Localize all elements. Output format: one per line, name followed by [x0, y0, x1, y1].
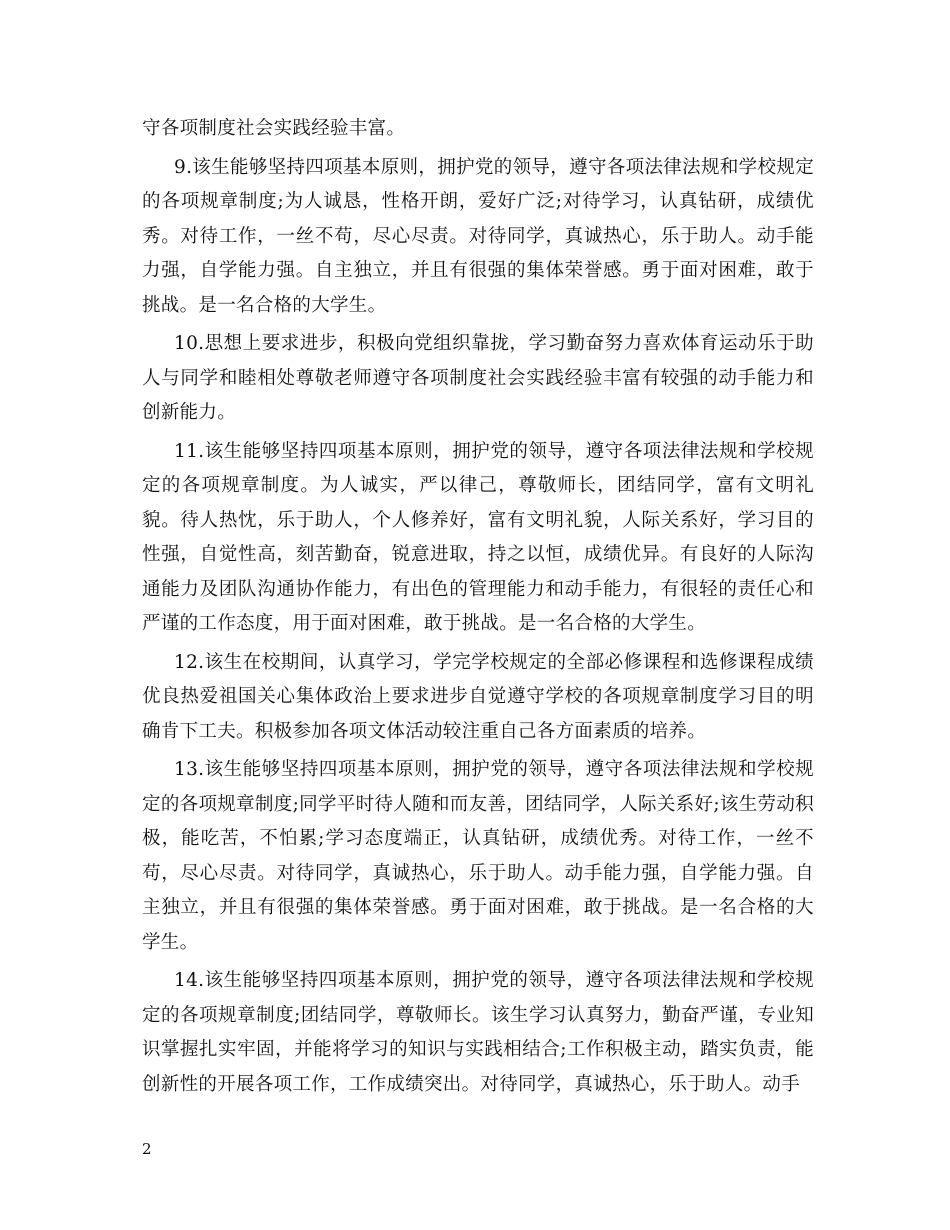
paragraph-item-11: 11.该生能够坚持四项基本原则，拥护党的领导，遵守各项法律法规和学校规定的各项规章制度。为人诚实，严以律己，尊敬师长，团结同学，富有文明礼貌。待人热忱，乐于助人，个人修养好，富有文明礼貌，人际关系好，学习目的性强，自觉性高，刻苦勤奋，锐意进取，持之以恒，成绩优异。有良好的人际沟通能力及团队沟通协作能力，有出色的管理能力和动手能力，有很轻的责任心和严谨的工作态度，用于面对困难，敢于挑战。是一名合格的大学生。: [142, 440, 814, 634]
paragraph-item-13: 13.该生能够坚持四项基本原则，拥护党的领导，遵守各项法律法规和学校规定的各项规章制度;同学平时待人随和而友善，团结同学，人际关系好;该生劳动积极，能吃苦，不怕累;学习态度端正，认真钻研，成绩优秀。对待工作，一丝不苟，尽心尽责。对待同学，真诚热心，乐于助人。动手能力强，自学能力强。自主独立，并且有很强的集体荣誉感。勇于面对困难，敢于挑战。是一名合格的大学生。: [142, 759, 814, 953]
paragraph-item-9: 9.该生能够坚持四项基本原则，拥护党的领导，遵守各项法律法规和学校规定的各项规章制度;为人诚恳，性格开朗，爱好广泛;对待学习，认真钻研，成绩优秀。对待工作，一丝不苟，尽心尽责。对待同学，真诚热心，乐于助人。动手能力强，自学能力强。自主独立，并且有很强的集体荣誉感。勇于面对困难，敢于挑战。是一名合格的大学生。: [142, 156, 814, 316]
page-number: 2: [142, 1140, 152, 1158]
paragraph-continuation: 守各项制度社会实践经验丰富。: [142, 118, 406, 139]
paragraph-item-10: 10.思想上要求进步，积极向党组织靠拢，学习勤奋努力喜欢体育运动乐于助人与同学和睦相处尊敬老师遵守各项制度社会实践经验丰富有较强的动手能力和创新能力。: [142, 333, 814, 423]
document-body: [142, 112, 814, 1102]
paragraph-item-14: 14.该生能够坚持四项基本原则，拥护党的领导，遵守各项法律法规和学校规定的各项规章制度;团结同学，尊敬师长。该生学习认真努力，勤奋严谨，专业知识掌握扎实牢固，并能将学习的知识与实践相结合;工作积极主动，踏实负责，能创新性的开展各项工作，工作成绩突出。对待同学，真诚热心，乐于助人。动手: [142, 970, 814, 1095]
paragraph-item-12: 12.该生在校期间，认真学习，学完学校规定的全部必修课程和选修课程成绩优良热爱祖国关心集体政治上要求进步自觉遵守学校的各项规章制度学习目的明确肯下工夫。积极参加各项文体活动较注重自己各方面素质的培养。: [142, 651, 814, 742]
